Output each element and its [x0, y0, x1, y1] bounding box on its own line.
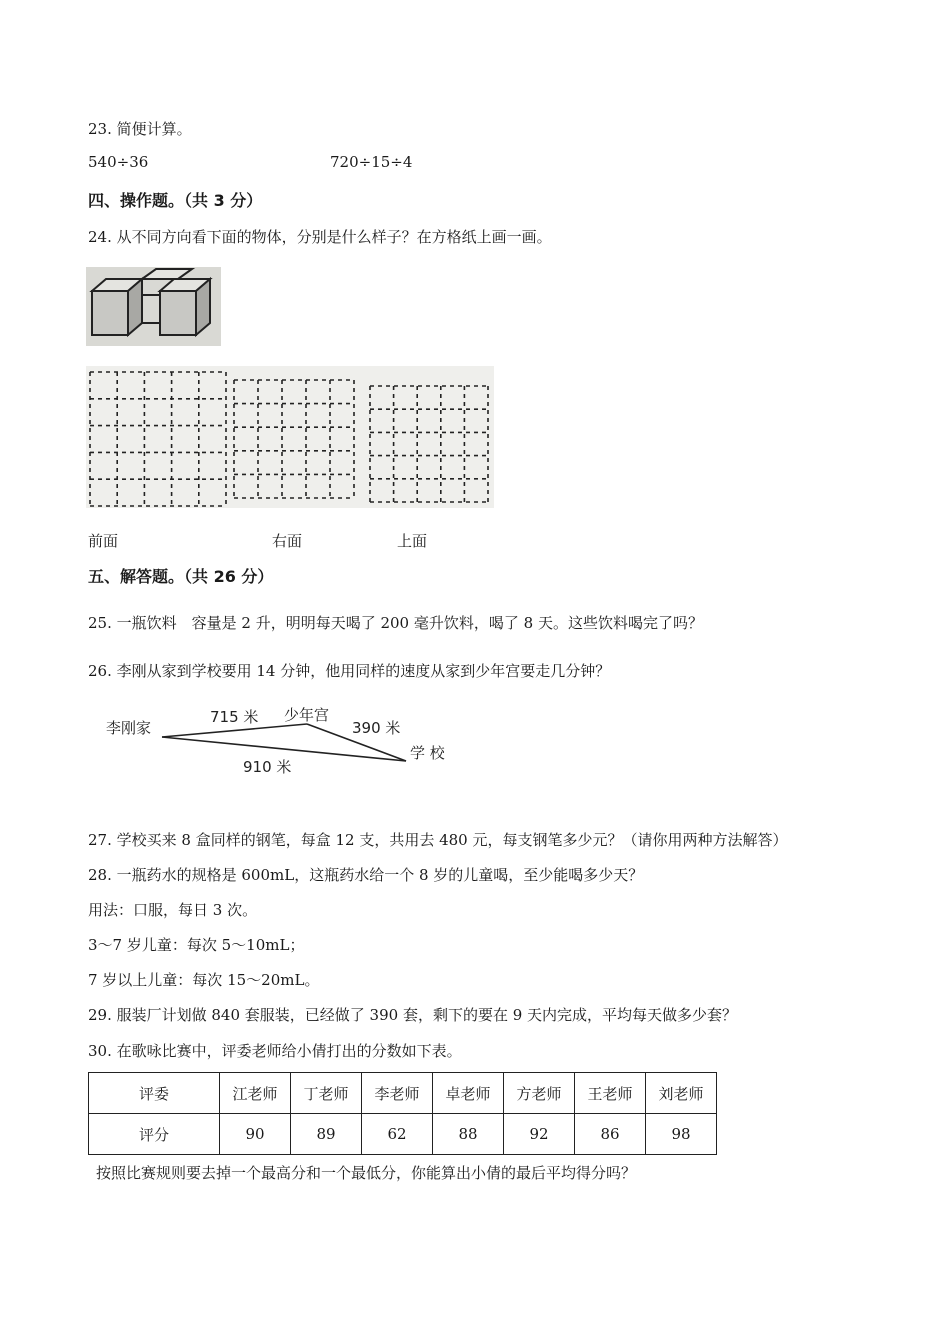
table-cell: 丁老师 — [291, 1073, 362, 1114]
table-cell: 89 — [291, 1114, 362, 1155]
grid-label-top: 上面 — [397, 532, 428, 550]
table-cell: 王老师 — [575, 1073, 646, 1114]
q23-title: 23. 简便计算。 — [88, 120, 192, 138]
table-row-head-scores: 评分 — [89, 1114, 220, 1155]
dotted-grid-1 — [234, 380, 354, 498]
table-cell: 92 — [504, 1114, 575, 1155]
grid-paper — [86, 366, 494, 508]
q28-usage: 用法：口服，每日 3 次。 — [88, 901, 258, 919]
table-cell: 方老师 — [504, 1073, 575, 1114]
route-map — [100, 700, 470, 785]
map-dist-home-palace: 715 米 — [210, 708, 259, 726]
q25-text: 25. 一瓶饮料 容量是 2 升，明明每天喝了 200 毫升饮料，喝了 8 天。这些饮料喝完了吗？ — [88, 614, 703, 632]
table-cell: 刘老师 — [646, 1073, 717, 1114]
q30-text: 30. 在歌咏比赛中，评委老师给小倩打出的分数如下表。 — [88, 1042, 462, 1060]
q28-dose1: 3～7 岁儿童：每次 5～10mL； — [88, 936, 305, 954]
table-cell: 江老师 — [220, 1073, 291, 1114]
dotted-grid-2 — [370, 386, 488, 502]
table-row — [89, 1114, 717, 1155]
table-cell: 90 — [220, 1114, 291, 1155]
q29-text: 29. 服装厂计划做 840 套服装，已经做了 390 套，剩下的要在 9 天内完成，平均每天做多少套？ — [88, 1006, 738, 1024]
grid-label-right: 右面 — [272, 532, 303, 550]
cube-figure — [86, 267, 221, 346]
q23-expr2: 720÷15÷4 — [330, 153, 413, 171]
q26-text: 26. 李刚从家到学校要用 14 分钟，他用同样的速度从家到少年宫要走几分钟？ — [88, 662, 611, 680]
section4-title: 四、操作题。（共 3 分） — [88, 191, 263, 210]
q27-text: 27. 学校买来 8 盒同样的钢笔，每盒 12 支，共用去 480 元，每支钢笔多少元？（请你用两种方法解答） — [88, 831, 788, 849]
score-table — [88, 1072, 717, 1155]
q24-title: 24. 从不同方向看下面的物体，分别是什么样子？在方格纸上画一画。 — [88, 228, 552, 246]
q30-followup: 按照比赛规则要去掉一个最高分和一个最低分，你能算出小倩的最后平均得分吗？ — [96, 1164, 637, 1182]
table-cell: 86 — [575, 1114, 646, 1155]
table-cell: 62 — [362, 1114, 433, 1155]
table-row — [89, 1073, 717, 1114]
map-home-label: 李刚家 — [106, 719, 152, 737]
dotted-grid-0 — [90, 372, 226, 506]
table-row-head-judges: 评委 — [89, 1073, 220, 1114]
q28-text: 28. 一瓶药水的规格是 600mL，这瓶药水给一个 8 岁的儿童喝，至少能喝多少天？ — [88, 866, 644, 884]
map-dist-home-school: 910 米 — [243, 758, 292, 776]
q23-expr1: 540÷36 — [88, 153, 149, 171]
map-palace-label: 少年宫 — [284, 706, 330, 724]
q28-dose2: 7 岁以上儿童：每次 15～20mL。 — [88, 971, 320, 989]
section5-title: 五、解答题。（共 26 分） — [88, 567, 274, 586]
table-cell: 98 — [646, 1114, 717, 1155]
map-dist-palace-school: 390 米 — [352, 719, 401, 737]
table-cell: 卓老师 — [433, 1073, 504, 1114]
table-cell: 李老师 — [362, 1073, 433, 1114]
table-cell: 88 — [433, 1114, 504, 1155]
grid-label-front: 前面 — [88, 532, 119, 550]
map-school-label: 学 校 — [410, 744, 445, 762]
